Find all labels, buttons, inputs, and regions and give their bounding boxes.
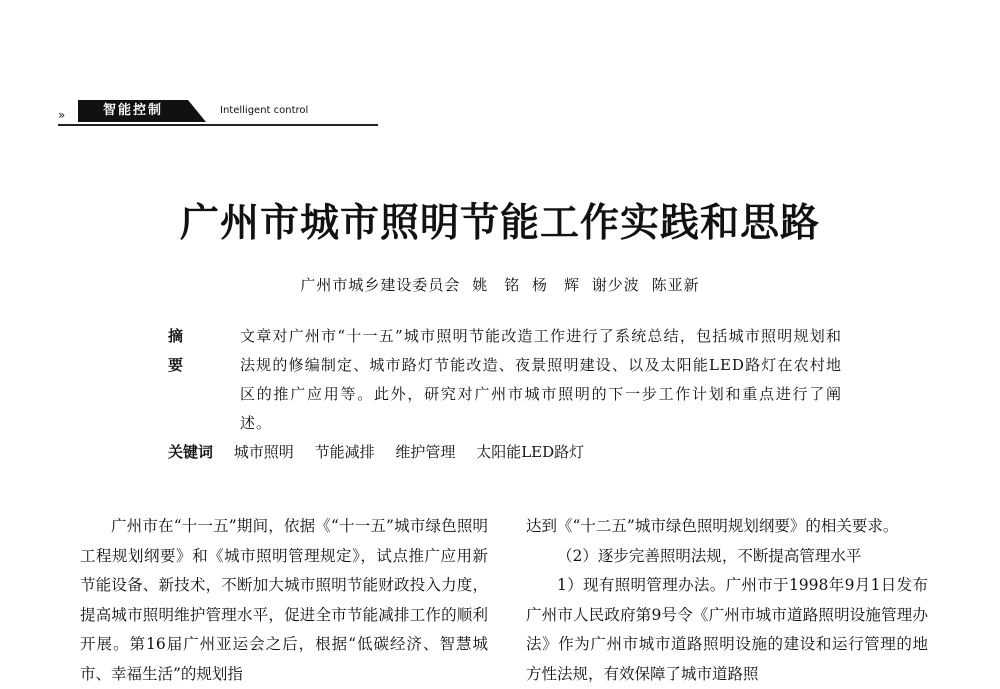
chevron-icon: » [58,108,66,122]
section-tag: 智能控制 [78,100,188,122]
body-paragraph: 达到《“十二五”城市绿色照明规划纲要》的相关要求。 [526,517,899,535]
header-rule [58,124,378,126]
author-name: 杨 辉 [531,276,580,294]
body-paragraph: 广州市在“十一五”期间，依据《“十一五”城市绿色照明工程规划纲要》和《城市照明管理规定》，试点推广应用新节能设备、新技术，不断加大城市照明节能财政投入力度，提高城市照明维护管理水平，促进全市节能减排工作的顺利开展。第16届广州亚运会之后，根据“低碳经济、智慧城市、幸福生活”的规划指 [80,517,488,683]
body-column-left [80,512,488,689]
author-name: 谢少波 [591,276,640,294]
author-affiliation: 广州市城乡建设委员会 [300,276,461,294]
keyword-item: 太阳能LED路灯 [476,443,585,461]
keywords-label: 关键词 [168,443,214,461]
author-name: 陈亚新 [651,276,700,294]
author-line [0,274,1000,295]
abstract-text: 文章对广州市“十一五”城市照明节能改造工作进行了系统总结，包括城市照明规划和法规的修编制定、城市路灯节能改造、夜景照明建设、以及太阳能LED路灯在农村地区的推广应用等。此外，研究对广州市城市照明的下一步工作计划和重点进行了阐述。 [240,327,842,432]
section-english-label: Intelligent control [220,105,309,116]
keyword-item: 城市照明 [233,443,294,461]
author-name: 姚 铭 [472,276,521,294]
keyword-item: 维护管理 [395,443,456,461]
abstract-label: 摘 要 [168,327,223,374]
body-column-right [526,512,928,689]
body-paragraph: 1）现有照明管理办法。广州市于1998年9月1日发布广州市人民政府第9号令《广州市城市道路照明设施管理办法》作为广州市城市道路照明设施的建设和运行管理的地方性法规，有效保障了城市道路照 [526,576,928,683]
abstract [168,322,858,438]
keywords [168,441,858,462]
paper-title: 广州市城市照明节能工作实践和思路 [179,201,820,246]
section-heading: （2）逐步完善照明法规，不断提高管理水平 [557,546,862,565]
keyword-item: 节能减排 [314,443,375,461]
